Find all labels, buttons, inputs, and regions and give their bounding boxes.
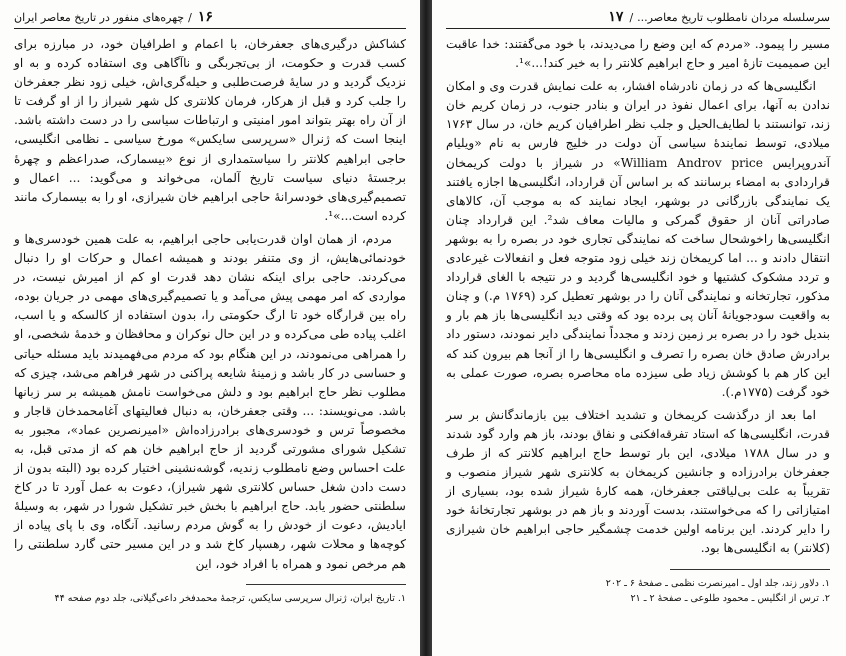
right-footnotes <box>446 576 830 606</box>
footnote-rule <box>670 569 830 570</box>
left-footnotes <box>14 591 406 606</box>
right-page-body <box>446 35 830 559</box>
right-page <box>432 0 846 656</box>
header-separator: / <box>188 10 192 24</box>
right-running-title: سرسلسله مردان نامطلوب تاریخ معاصر... <box>637 10 830 24</box>
paragraph: انگلیسی‌ها که در زمان نادرشاه افشار، به علت نمایش قدرت وی و امکان ندادن به آنها، برای اعمال نفوذ در ایران و بنادر جنوب، در زمان کریم خان زند، توانستند با لطایف‌الحیل و جلب نظر اطرافیان کریم خان، در سال ۱۷۶۳ میلادی، توسط نمایندهٔ سیاسی آن دولت در خلیج فارس به نام «ویلیام آندروپرایس William Androv price» در شیراز با دولت کریمخان قراردادی به امضاء برسانند که بر اساس آن قرارداد، انگلیسی‌ها اجازه یافتند یک نمایندگی بازرگانی در بوشهر، ایجاد نمایند که به موجب آن، کالاهای صادراتی آنان از حقوق گمرکی و مالیات معاف شد². این قرارداد چنان انگلیسی‌ها راخوشحال ساخت که نمایندگی تجاری خود در بصره را به بوشهر انتقال دادند و ... اما کریمخان زند خیلی زود متوجه فعل و انفعالات غیرعادی و تردد مشکوک کشتیها و خود انگلیسی‌ها گردید و در نتیجه با الغای قرارداد مذکور، تجارتخانه و نمایندگی آنان را در بوشهر تعطیل کرد (۱۷۶۹ م.) و چنان به واقعیت سودجویانهٔ آنان پی برده بود که وقتی دید انگلیسی‌ها باز هم بار و بندیل خود را در بصره بر زمین زدند و مجدداً نمایندگی دایر نمودند، دستور داد برادرش صادق خان بصره را تصرف و انگلیسی‌ها را از آنجا هم بیرون کند که این کار هم با کوشش زیاد طی سیزده ماه محاصره بصره، صورت عملی به خود گرفت (۱۷۷۵م.). <box>446 79 830 399</box>
header-rule <box>446 28 830 29</box>
book-gutter <box>420 0 432 656</box>
right-page-header <box>446 8 830 26</box>
footnote: ۲. ترس از انگلیس ـ محمود طلوعی ـ صفحهٔ ۲ ـ ۲۱ <box>630 592 830 604</box>
left-page-header <box>14 8 406 26</box>
header-rule <box>14 28 406 29</box>
left-page-number: ۱۶ <box>197 9 213 25</box>
right-page-number: ۱۷ <box>608 9 624 25</box>
footnote: ۱. دلاور زند، جلد اول ـ امیرنصرت نظمی ـ صفحهٔ ۶ ـ ۲۰۲ <box>605 577 830 589</box>
left-running-title: چهره‌های منفور در تاریخ معاصر ایران <box>14 10 185 24</box>
paragraph: مسیر را پیمود. «مردم که این وضع را می‌دیدند، با خود می‌گفتند: خدا عاقبت این صمیمیت تازهٔ امیر و حاج ابراهیم کلانتر را به خیر کند!...»¹. <box>446 37 830 71</box>
footnote-rule <box>246 584 406 585</box>
left-page <box>0 0 420 656</box>
paragraph: مردم، از همان اوان قدرت‌یابی حاجی ابراهیم، به علت همین خودسری‌ها و خودنمائی‌هایش، از وی متنفر بودند و همیشه اعمال و حرکات او را دنبال می‌کردند. حاجی برای اینکه نشان دهد قدرت او کم از امیرش نیست، در مواردی که امر مهمی پیش می‌آمد و یا تصمیم‌گیری‌های مهمی در جریان بوده، راه بین قرارگاه خود تا ارگ حکومتی را، بدون استفاده از کالسکه و یا اسب، اغلب پیاده طی می‌کرده و در این حال نوکران و محافظان و خدمهٔ شخصی، او را همراهی می‌نمودند، در این هنگام بود که مردم می‌فهمیدند باید مسئله حیاتی و حساسی در کار باشد و زمینهٔ شایعه پراکنی در شهر فراهم می‌شد، چیزی که مطلوب نظر حاج ابراهیم بود و دلش می‌خواست نامش همیشه بر سر زبانها باشد. می‌نویسند: ... وقتی جعفرخان، به دنبال فعالیتهای آغامحمدخان قاجار و مخصوصاً ترس و خودسری‌های برادرزاده‌اش «امیرنصرین عماد»، مجبور به تشکیل شورای مشورتی گردید از حاج ابراهیم خان هم که از مدتی قبل، به علت احساس وضع نامطلوب زندیه، گوشه‌نشینی اختیار کرده بود (البته بدون از دست دادن شغل حساس کلانتری شهر شیراز)، دعوت به عمل آورد تا در کاخ سلطنتی حضور یابد. حاج ابراهیم با بخش خبر تشکیل شورا در شهر، به وسیلهٔ ایادیش، دعوت از خودش را به گوش مردم رسانید. آنگاه، وی با پای پیاده از کوچه‌ها و محلات شهر، رهسپار کاخ شد و در این مسیر حتی گارد سلطنتی را هم مرخص نمود و همراه با افراد خود، این <box>14 231 406 571</box>
footnote: ۱. تاریخ ایران، ژنرال سرپرسی سایکس، ترجمهٔ محمدفخر داعی‌گیلانی، جلد دوم صفحه ۴۴ <box>54 592 406 604</box>
left-page-body <box>14 35 406 574</box>
paragraph: کشاکش درگیری‌های جعفرخان، با اعمام و اطرافیان خود، در مبارزه برای کسب قدرت و حکومت، از بی‌تجربگی و ناآگاهی وی استفاده کرده و به او نزدیک گردید و در سایهٔ فرصت‌طلبی و حیله‌گری‌اش، خیلی زود نظر جعفرخان را جلب کرد و قبل از هرکار، فرمان کلانتری کل شهر شیراز را از او گرفت تا از آن راه بهتر بتواند امور امنیتی و ارتباطات سیاسی را در دست داشته باشد. اینجا است که ژنرال «سرپرسی سایکس» مورخ سیاسی ـ نظامی انگلیسی، حاجی ابراهیم کلانتر را سیاستمداری از نوع «بیسمارک، صدراعظم و چهرهٔ برجستهٔ دنیای سیاست تاریخ آلمان، می‌خواند و می‌گوید: ... اعمال و تصمیم‌گیری‌های خودسرانهٔ حاجی ابراهیم خان شیرازی، او را به بیسمارک مانند کرده است...»¹. <box>14 37 406 223</box>
paragraph: اما بعد از درگذشت کریمخان و تشدید اختلاف بین بازماندگانش بر سر قدرت، انگلیسی‌ها که استاد تفرقه‌افکنی و نفاق بودند، باز هم وارد گود شدند و در سال ۱۷۸۸ میلادی، این بار توسط حاج ابراهیم کلانتر که از طرف جعفرخان برادرزاده و جانشین کریمخان به کلانتری شهر شیراز منصوب و تقریباً به علت بی‌لیاقتی جعفرخان، همه کارهٔ شیراز شده بود، بسیاری از امتیازاتی را که می‌خواستند، بدست آوردند و باز هم در بوشهر تجارتخانهٔ خود را دایر کردند. این برنامه اولین خدمت چشمگیر حاجی ابراهیم خان شیرازی (کلانتر) به انگلیسی‌ها بود. <box>446 407 830 556</box>
header-separator: / <box>629 10 634 24</box>
